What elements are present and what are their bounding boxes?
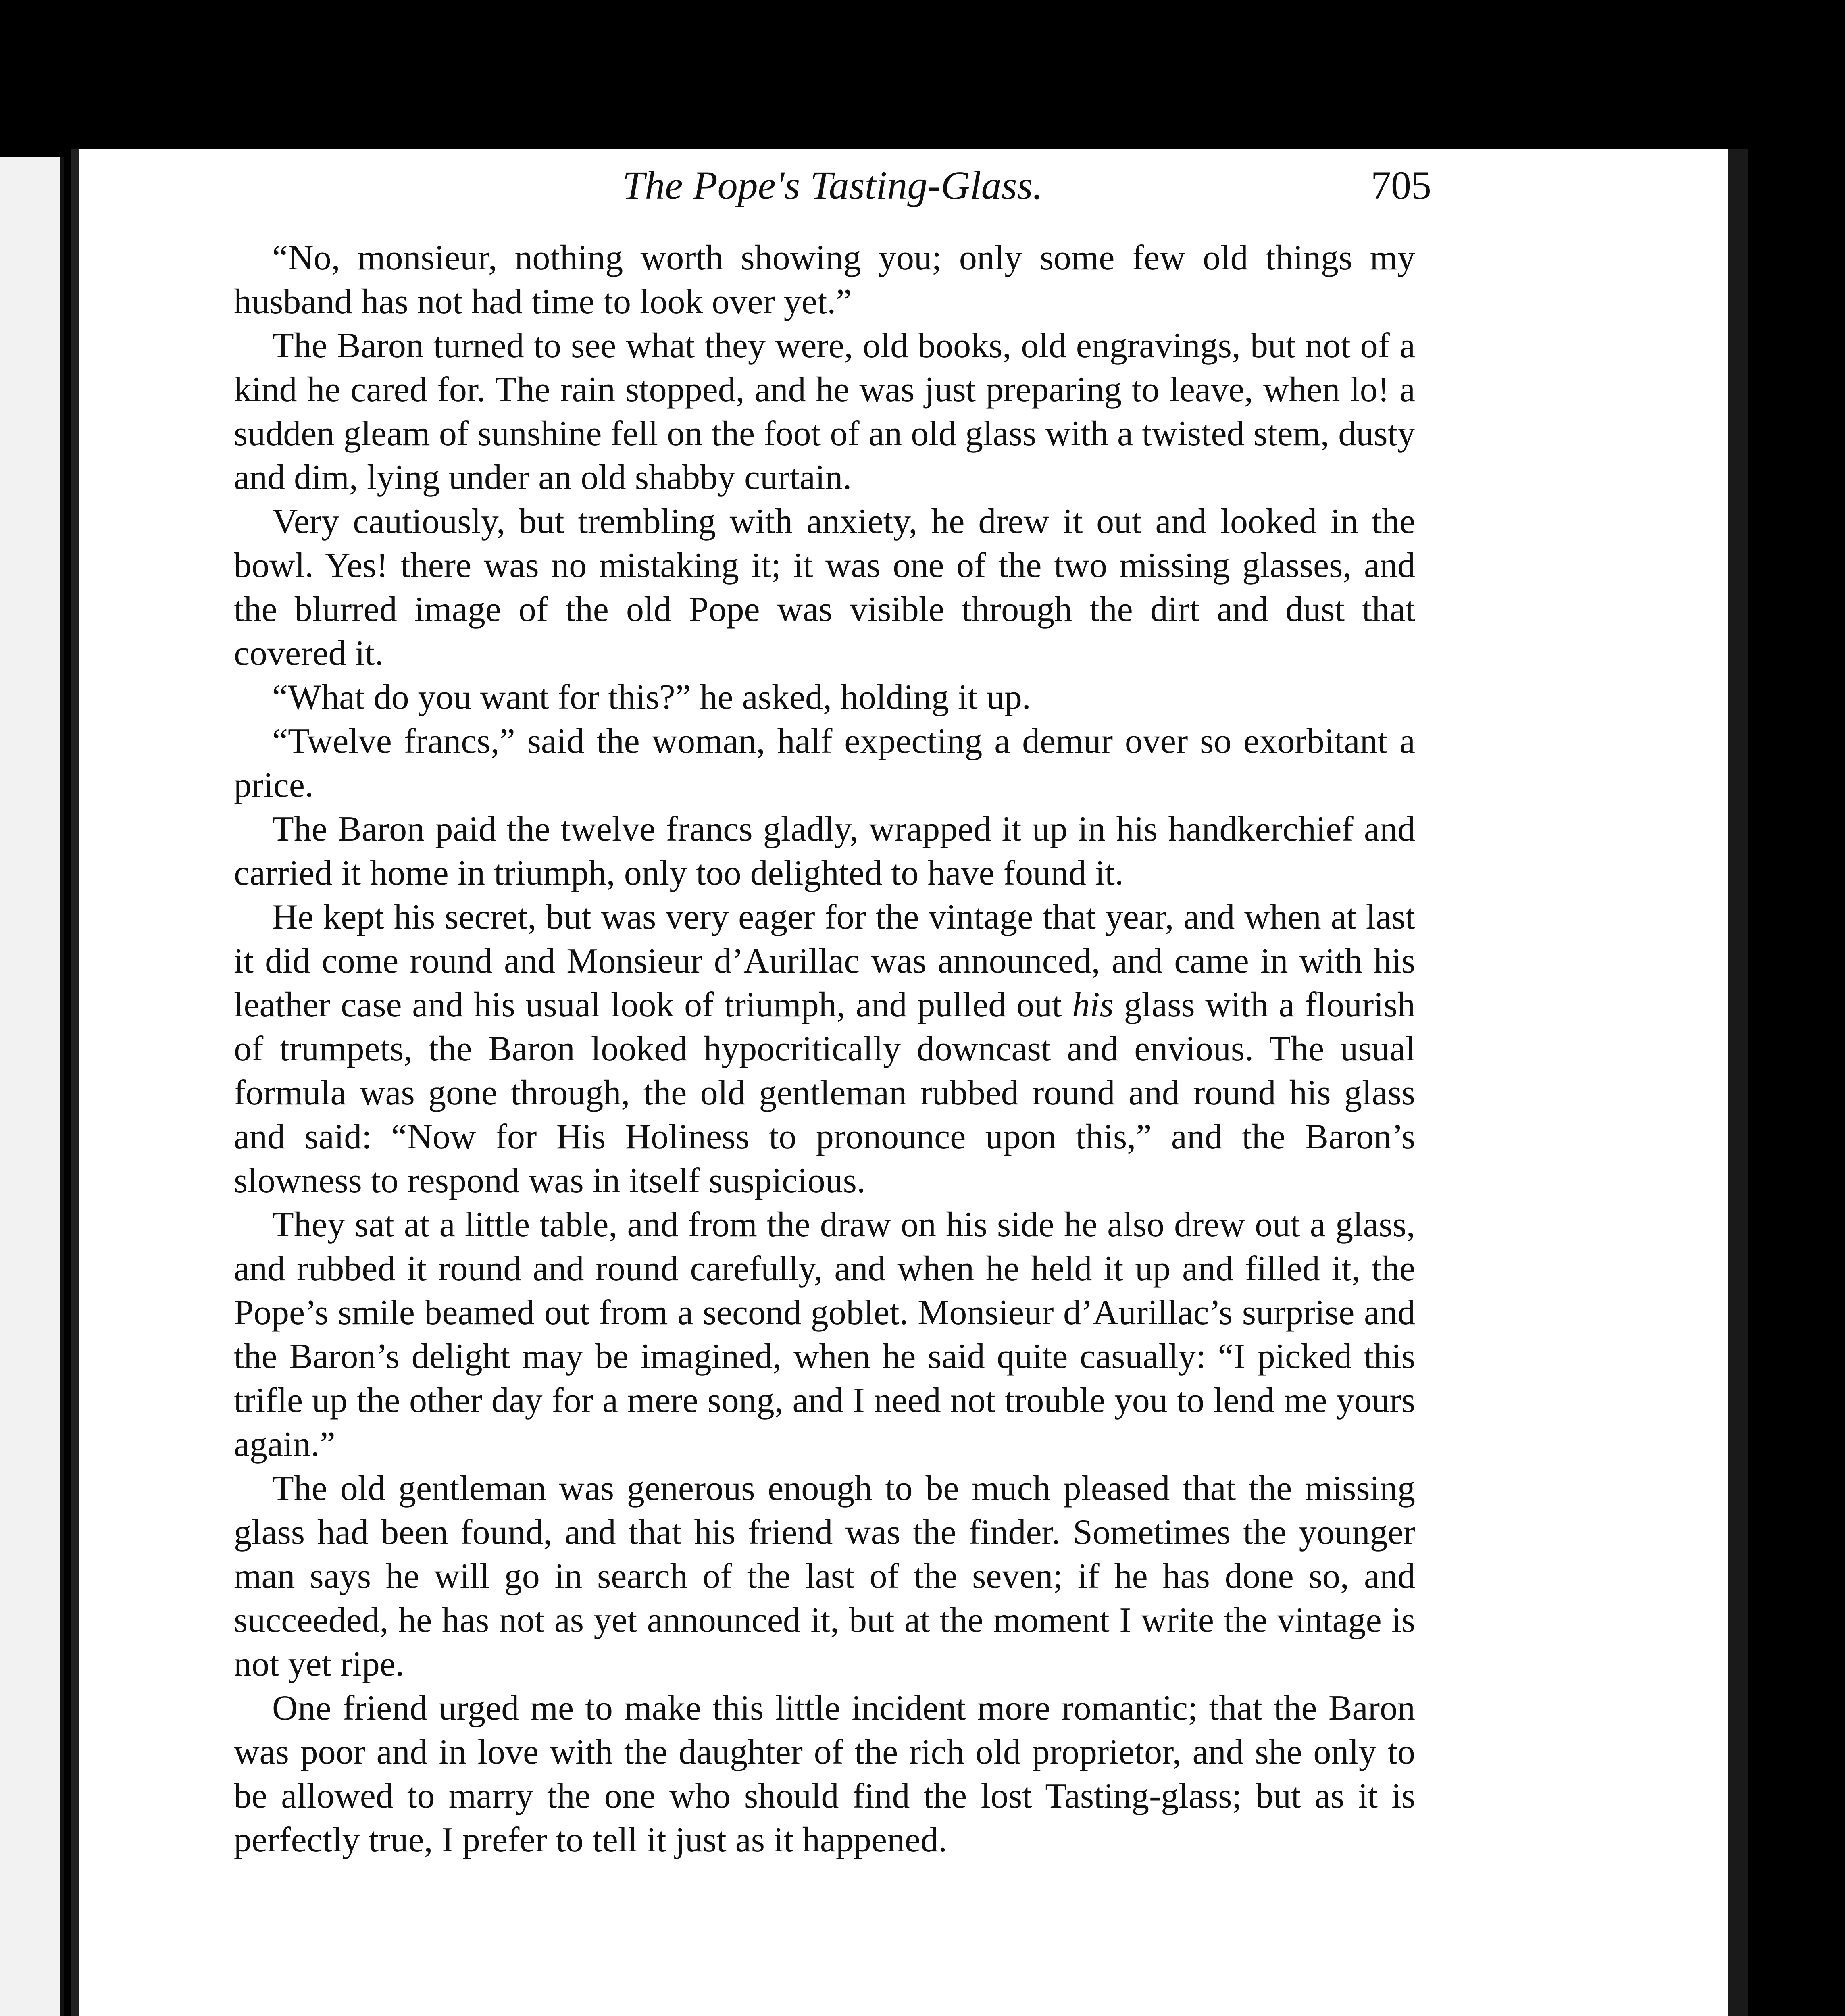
paragraph-7 [234,895,1415,1203]
paragraph-7-after: glass with a flourish of trumpets, the Baron looked hypocritically downcast and envious. The usual formula was gone through, the old gentleman rubbed round and round his glass and said: “Now for His Holiness to pronounce upon this,” and the Baron’s slowness to respond was in itself suspicious. [234,985,1415,1200]
paragraph-7-before: He kept his secret, but was very eager for the vintage that year, and when at last it did come round and Monsieur d’Aurillac was announced, and came in with his leather case and his usual look of triumph, and pulled out [234,898,1415,1025]
paragraph-4: “What do you want for this?” he asked, holding it up. [272,678,1031,717]
paragraph-6: The Baron paid the twelve francs gladly, wrapped it up in his handkerchief and carried it home in triumph, only too delighted to have found it. [234,810,1415,893]
paragraph-10: One friend urged me to make this little incident more romantic; that the Baron was poor and in love with the daughter of the rich old proprietor, and she only to be allowed to marry the one who should find the lost Tasting-glass; but as it is perfectly true, I prefer to tell it just as it happened. [234,1689,1415,1860]
paragraph-2: The Baron turned to see what they were, old books, old engravings, but not of a kind he cared for. The rain stopped, and he was just preparing to leave, when lo! a sudden gleam of sunshine fell on the foot of an old glass with a twisted stem, dusty and dim, lying under an old shabby curtain. [234,326,1415,497]
paragraph-5: “Twelve francs,” said the woman, half expecting a demur over so exorbitant a price. [234,722,1415,805]
paragraph-8: They sat at a little table, and from the draw on his side he also drew out a glass, and rubbed it round and round carefully, and when he held it up and filled it, the Pope’s smile beamed out from a second goblet. Monsieur d’Aurillac’s surprise and the Baron’s delight may be imagined, when he said quite casually: “I picked this trifle up the other day for a mere song, and I need not trouble you to lend me yours again.” [234,1205,1415,1464]
page-header [234,157,1431,214]
paragraph-9: The old gentleman was generous enough to be much pleased that the missing glass had been found, and that his friend was the finder. Sometimes the younger man says he will go in search of the last of the seven; if he has done so, and succeeded, he has not as yet announced it, but at the moment I write the vintage is not yet ripe. [234,1469,1415,1684]
adjacent-page-edge [0,157,64,2016]
paragraph-3: Very cautiously, but trembling with anxiety, he drew it out and looked in the bowl. Yes! there was no mistaking it; it was one of the two missing glasses, and the blurred image of the old Pope was visible through the dirt and dust that covered it. [234,502,1415,673]
page-number: 705 [1371,163,1431,208]
article-body [234,236,1415,1862]
running-title: The Pope's Tasting-Glass. [622,163,1043,208]
paragraph-1: “No, monsieur, nothing worth showing you; only some few old things my husband has not had time to look over yet.” [234,238,1415,321]
paragraph-7-italic: his [1072,985,1114,1025]
